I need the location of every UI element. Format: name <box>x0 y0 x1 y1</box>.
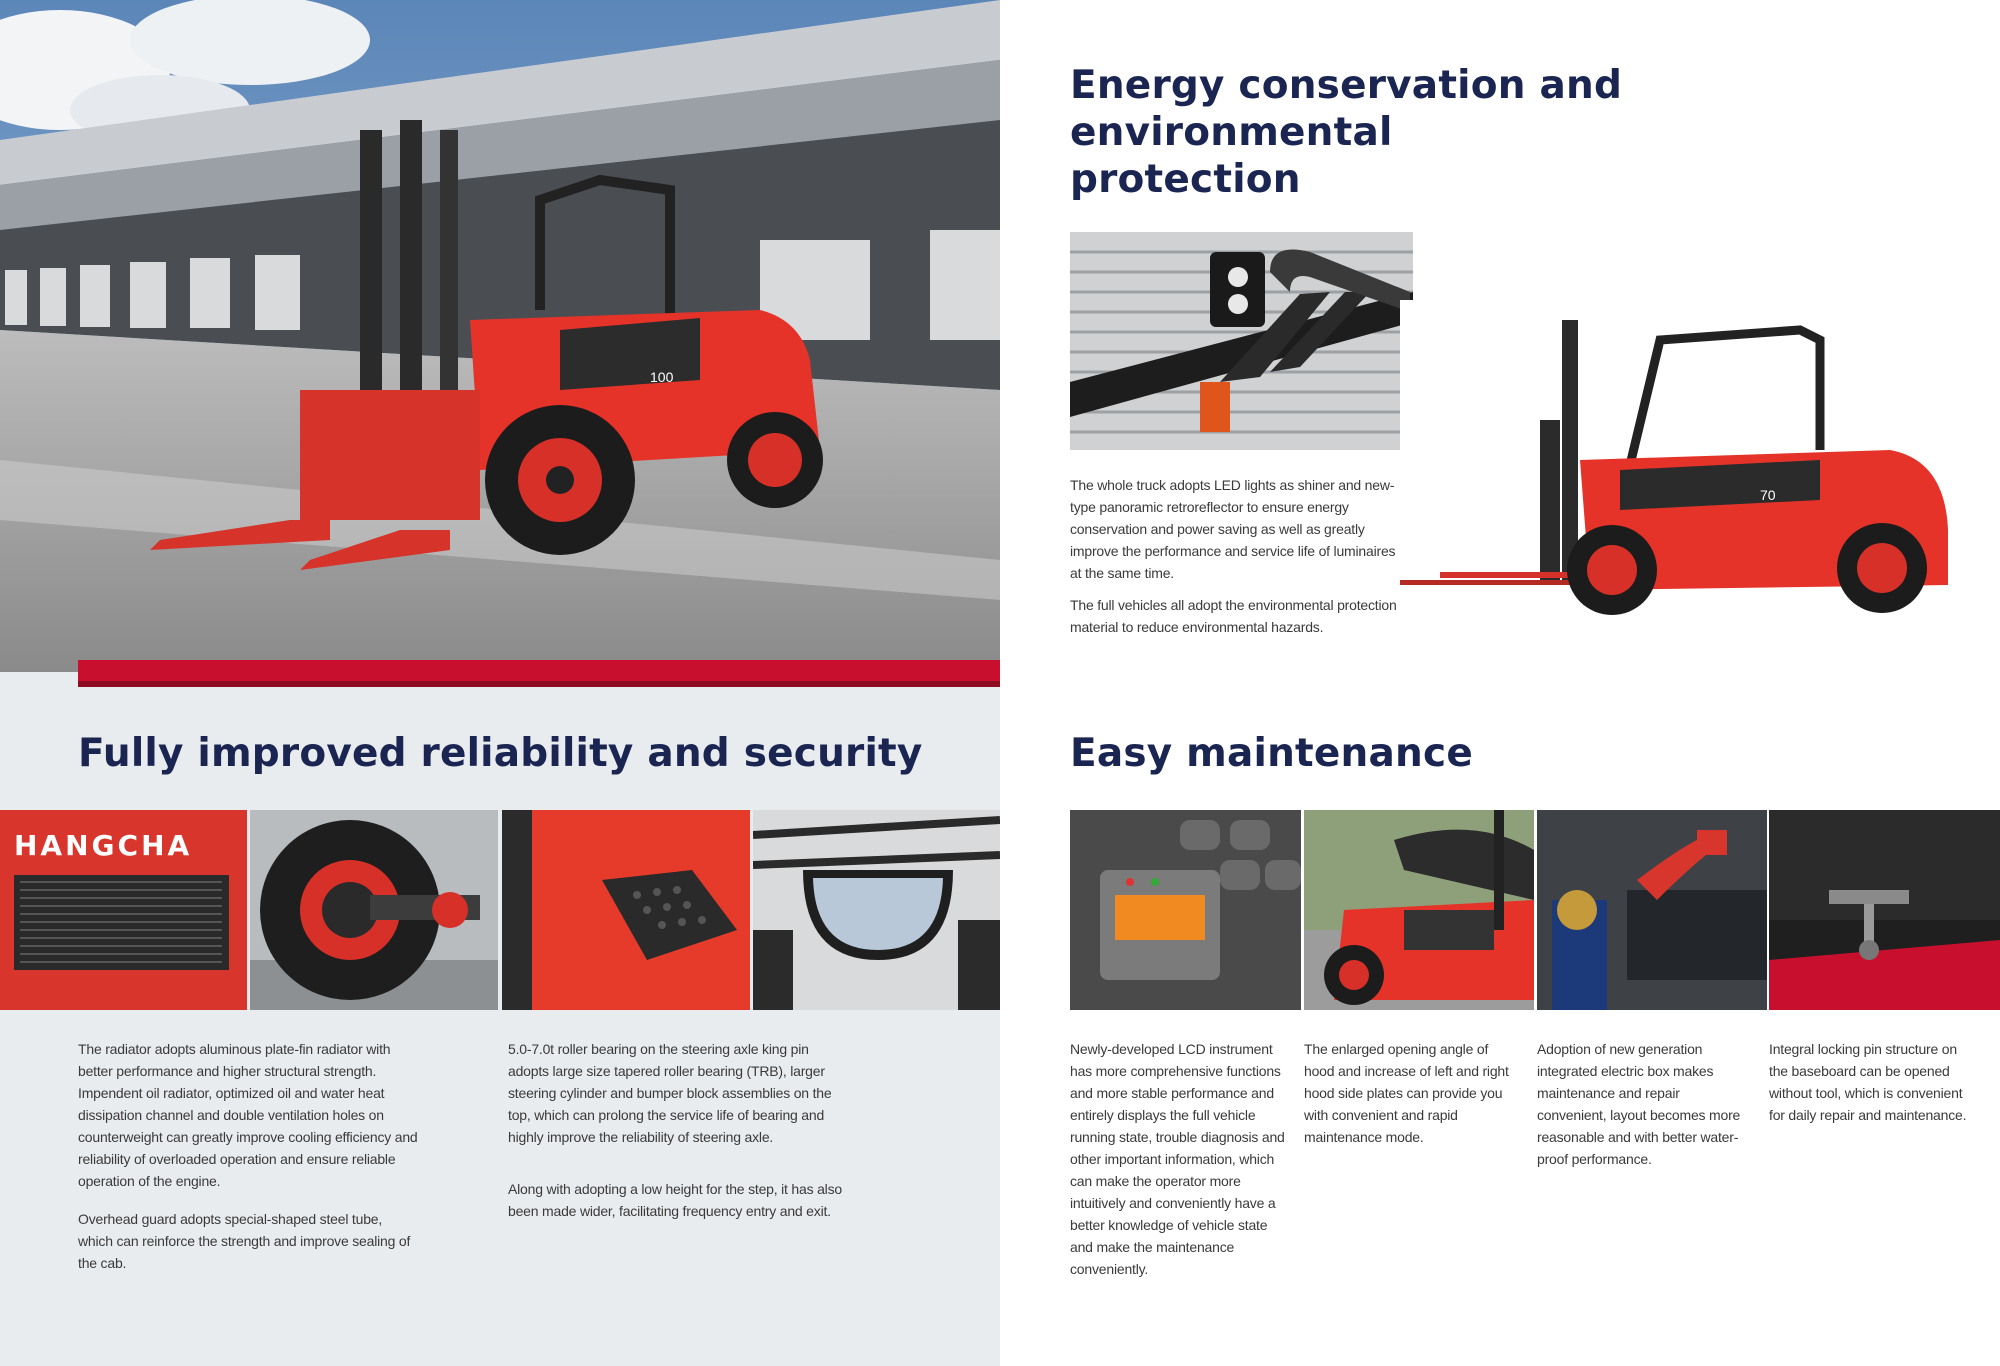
maintenance-paragraph-4: Integral locking pin structure on the baseboard can be opened without tool, which is convenient for daily repair and maintenance. <box>1769 1041 1967 1123</box>
accent-red-bar-shadow <box>78 681 1000 687</box>
energy-paragraph-1: The whole truck adopts LED lights as shiner and new-type panoramic retroreflector to ensure energy conservation and power saving as well as greatly improve the performance and service life of luminaires at the same time. <box>1070 477 1396 581</box>
locking-pin-photo <box>1769 810 2000 1010</box>
hero-forklift-photo <box>0 0 1000 672</box>
energy-paragraph-2: The full vehicles all adopt the environmental protection material to reduce environmental hazards. <box>1070 597 1397 635</box>
reliability-paragraph-3: 5.0-7.0t roller bearing on the steering axle king pin adopts large size tapered roller bearing (TRB), larger steering cylinder and bumper block assemblies on the top, which can prolong the service life of bearing and highly improve the reliability of steering axle. <box>508 1041 832 1145</box>
electric-box-photo <box>1537 810 1767 1010</box>
reliability-paragraph-2: Overhead guard adopts special-shaped steel tube, which can reinforce the strength and improve sealing of the cab. <box>78 1211 411 1271</box>
maintenance-paragraph-3: Adoption of new generation integrated electric box makes maintenance and repair convenient, layout becomes more reasonable and with better water-proof performance. <box>1537 1041 1741 1167</box>
lcd-instrument-photo <box>1070 810 1301 1010</box>
maintenance-paragraph-2: The enlarged opening angle of hood and increase of left and right hood side plates can provide you with convenient and rapid maintenance mode. <box>1304 1041 1509 1145</box>
maintenance-section-title: Easy maintenance <box>1070 731 1473 776</box>
energy-section-title: Energy conservation and environmental protection <box>1070 63 1623 202</box>
hero-truck-badge: 100 <box>650 369 674 385</box>
side-truck-badge: 70 <box>1760 487 1776 503</box>
reliability-paragraph-1: The radiator adopts aluminous plate-fin radiator with better performance and higher structural strength. Impendent oil radiator, optimized oil and water heat dissipation channel and double ventilation holes on counterweight can greatly improve cooling efficiency and reliability of overloaded operation and ensure reliable operation of the engine. <box>78 1041 418 1189</box>
led-light-closeup-photo <box>1070 232 1413 450</box>
radiator-photo <box>0 810 247 1010</box>
reliability-section-title: Fully improved reliability and security <box>78 731 923 776</box>
overhead-guard-mirror-photo <box>753 810 1000 1010</box>
maintenance-paragraph-1: Newly-developed LCD instrument has more comprehensive functions and more stable performance and entirely displays the full vehicle running state, trouble diagnosis and other important information, which can make the operator more intuitively and conveniently have a better knowledge of vehicle state and make the maintenance conveniently. <box>1070 1041 1285 1277</box>
forklift-side-view-photo <box>1400 300 1960 630</box>
steering-wheel-axle-photo <box>250 810 498 1010</box>
reliability-paragraph-4: Along with adopting a low height for the step, it has also been made wider, facilitating frequency entry and exit. <box>508 1181 842 1219</box>
hood-open-photo <box>1304 810 1534 1010</box>
step-closeup-photo <box>502 810 750 1010</box>
hangcha-logo: HANGCHA <box>14 829 193 862</box>
